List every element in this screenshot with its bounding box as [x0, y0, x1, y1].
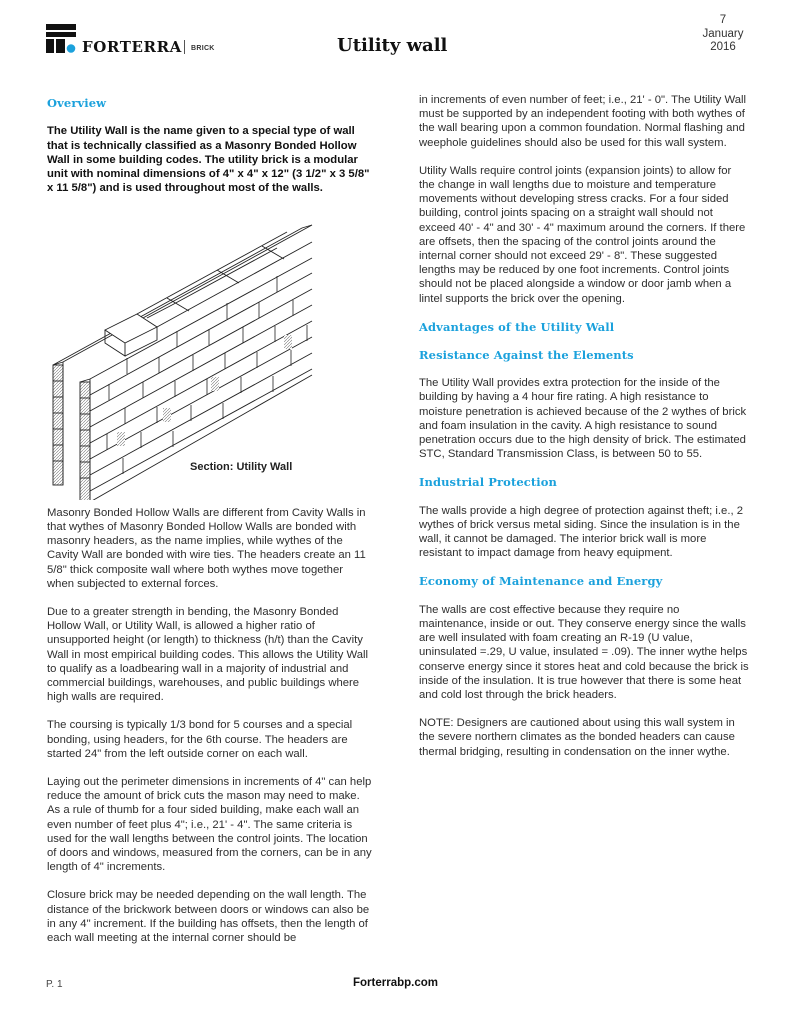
website-link[interactable]: Forterrabp.com: [353, 977, 438, 989]
body-paragraph: Masonry Bonded Hollow Walls are different from Cavity Walls in that wythes of Masonry Bonded Hollow Walls are bonded with masonry headers, as the name implies, while wythes of the Cavity Wall are bonded with wire ties. The headers create an 11 5/8" thick composite wall where both wythes move together when subjected to external forces.: [47, 506, 366, 590]
date-month: January: [702, 27, 744, 40]
utility-wall-figure: [47, 210, 317, 500]
resistance-paragraph: The Utility Wall provides extra protection for the inside of the building by having a 4 hour fire rating. A high resistance to moisture penetration is achieved because of the 2 wythes of brick and foam insulation in the cavity. A high resistance to sound penetration occurs due to the high density of brick. The estimated STC, Standard Transmission Class, is between 50 to 55.: [419, 377, 747, 461]
left-column: [47, 96, 372, 959]
industrial-heading: Industrial Protection: [419, 475, 557, 490]
economy-heading: Economy of Maintenance and Energy: [419, 574, 663, 589]
forterra-logo-icon: [46, 24, 76, 53]
body-paragraph: Due to a greater strength in bending, the Masonry Bonded Hollow Wall, or Utility Wall, is allowed a higher ratio of unsupported height (or length) to thickness (h/t) than the Cavity Wall in most empirical building codes. This allows the Utility Wall to qualify as a loadbearing wall in a majority of industrial and commercial buildings, warehouses, and public buildings where high walls are required.: [47, 605, 369, 704]
brand-divider: [184, 40, 185, 54]
document-date: [690, 14, 756, 55]
date-day: 7: [719, 14, 727, 26]
figure-caption: Section: Utility Wall: [190, 460, 293, 473]
body-paragraph: Laying out the perimeter dimensions in increments of 4" can help reduce the amount of brick cuts the mason may need to make. As a rule of thumb for a four sided building, make each wall an even number of feet plus 4"; i.e., 21' - 4". The same criteria is used for the wall lengths between the control joints. The location of doors and windows, measured from the corners, can be in any length of 4" increments.: [47, 775, 372, 874]
industrial-paragraph: The walls provide a high degree of protection against theft; i.e., 2 wythes of brick versus metal siding. Since the insulation is in the wall, it cannot be damaged. The interior brick wall is more resistant to impact damage from heavy equipment.: [419, 504, 744, 560]
page-header: [0, 0, 791, 80]
body-paragraph: Utility Walls require control joints (expansion joints) to allow for the change in wall lengths due to moisture and temperature movements without developing stress cracks. For a four sided building, control joints spacing on a straight wall should not exceed 40' - 4" and 30' - 4" maximum around the corners. If there are offsets, then the spacing of the control joints around the internal corner should not exceed 29' - 8". These suggested lengths may be reduced by one foot increments. Control joints should not be placed alongside a window or door jamb when a lintel supports the brick over the opening.: [419, 164, 746, 305]
advantages-heading: Advantages of the Utility Wall: [419, 319, 615, 334]
body-paragraph: Closure brick may be needed depending on the wall length. The distance of the brickwork between doors or windows can also be in any 4" increment. If the building has offsets, then the length of each wall meeting at the internal corner should be: [47, 889, 370, 944]
overview-heading: Overview: [47, 96, 107, 110]
body-paragraph: The coursing is typically 1/3 bond for 5 courses and a special bonding, using headers, for the 6th course. The headers are started 24" from the left outside corner on each wall.: [47, 719, 353, 760]
page-number: P. 1: [46, 979, 63, 990]
body-paragraph: in increments of even number of feet; i.e., 21' - 0". The Utility Wall must be supported by an independent footing with both wythes of the wall bearing upon a common foundation. Normal flashing and weephole guidelines should also be used for this wall system.: [419, 94, 747, 149]
document-title: Utility wall: [337, 35, 448, 56]
brick-wall-illustration: [47, 210, 317, 500]
overview-lead: The Utility Wall is the name given to a special type of wall that is technically classified as a Masonry Bonded Hollow Wall in some building codes. The utility brick is a modular unit with nominal dimensions of 4" x 4" x 12" (3 1/2" x 3 5/8" x 11 5/8") and is used throughout most of the walls.: [47, 125, 370, 195]
economy-paragraph: The walls are cost effective because they require no maintenance, inside or out. They conserve energy since the walls are well insulated with foam creating an R-19 (U value, uninsulated =.29, U value, insulated = .09). The inner wythe helps conserve energy since it stores heat and cold because the brick is inside of the insulation. It is true however that there is some heat and cold lost through the brick headers.: [419, 603, 749, 701]
brand-subtitle: BRICK: [191, 45, 215, 52]
date-year: 2016: [710, 41, 736, 53]
note-paragraph: NOTE: Designers are cautioned about using this wall system in the severe northern climates as the bonded headers can cause thermal bridging, resulting in condensation on the inner wythe.: [419, 717, 735, 758]
brand-name: FORTERRA: [82, 38, 182, 56]
resistance-heading: Resistance Against the Elements: [419, 348, 634, 363]
right-column: [419, 93, 749, 773]
